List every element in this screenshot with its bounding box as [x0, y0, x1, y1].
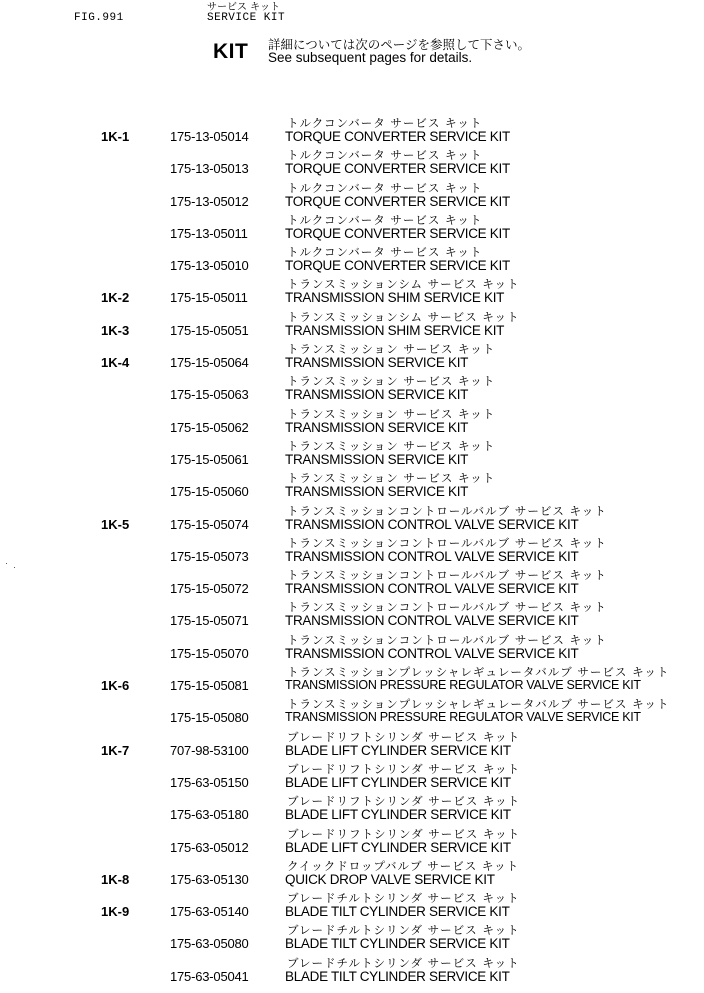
item-english-name: TRANSMISSION CONTROL VALVE SERVICE KIT [285, 613, 579, 629]
item-english-name: QUICK DROP VALVE SERVICE KIT [285, 871, 495, 887]
kit-list-item [0, 761, 704, 793]
item-japanese-name: トランスミッションプレッシャレギュレータバルブ サービス キット [287, 665, 670, 680]
item-japanese-name: トルクコンバータ サービス キット [287, 212, 483, 227]
item-part-number: 175-13-05012 [170, 193, 249, 209]
item-key: 1K-6 [101, 678, 130, 694]
item-english-name: TRANSMISSION PRESSURE REGULATOR VALVE SERVICE KIT [285, 678, 641, 693]
item-japanese-name: トランスミッションコントロールバルブ サービス キット [287, 568, 607, 583]
scan-speck [14, 567, 15, 568]
item-english-name: TRANSMISSION SERVICE KIT [285, 419, 469, 435]
item-english-name: BLADE LIFT CYLINDER SERVICE KIT [285, 839, 511, 855]
item-japanese-name: トランスミッションシム サービス キット [287, 277, 520, 292]
item-part-number: 175-15-05011 [170, 290, 248, 306]
item-japanese-name: トルクコンバータ サービス キット [287, 180, 483, 195]
item-english-name: TRANSMISSION CONTROL VALVE SERVICE KIT [285, 645, 579, 661]
item-english-name: BLADE LIFT CYLINDER SERVICE KIT [285, 774, 511, 790]
figure-label: FIG.991 [74, 12, 124, 24]
item-key: 1K-7 [101, 742, 130, 758]
kit-list-item [0, 826, 704, 858]
item-part-number: 175-15-05070 [170, 645, 249, 661]
item-part-number: 175-13-05011 [170, 225, 248, 241]
item-key: 1K-5 [101, 516, 130, 532]
item-part-number: 175-63-05180 [170, 807, 249, 823]
item-english-name: BLADE LIFT CYLINDER SERVICE KIT [285, 807, 511, 823]
item-japanese-name: トルクコンバータ サービス キット [287, 148, 483, 163]
item-japanese-name: トルクコンバータ サービス キット [287, 116, 483, 130]
item-english-name: TORQUE CONVERTER SERVICE KIT [285, 193, 510, 209]
item-part-number: 175-63-05080 [170, 936, 249, 952]
kit-list-item [0, 147, 704, 179]
item-part-number: 707-98-53100 [170, 742, 249, 758]
item-key: 1K-2 [101, 290, 130, 306]
kit-list-item [0, 180, 704, 212]
item-english-name: TRANSMISSION CONTROL VALVE SERVICE KIT [285, 548, 579, 564]
item-english-name: TRANSMISSION SERVICE KIT [285, 355, 469, 371]
item-part-number: 175-15-05074 [170, 516, 249, 532]
item-part-number: 175-63-05012 [170, 839, 249, 855]
item-japanese-name: トランスミッション サービス キット [287, 406, 496, 421]
item-japanese-name: トランスミッションコントロールバルブ サービス キット [287, 535, 607, 550]
item-key: 1K-1 [101, 129, 130, 144]
item-part-number: 175-13-05013 [170, 161, 249, 177]
item-key: 1K-4 [101, 355, 130, 371]
item-part-number: 175-15-05080 [170, 710, 249, 726]
item-japanese-name: ブレードチルトシリンダ サービス キット [287, 923, 520, 938]
item-japanese-name: ブレードリフトシリンダ サービス キット [287, 794, 521, 809]
kit-list-item [0, 955, 704, 987]
item-part-number: 175-63-05041 [170, 968, 249, 984]
kit-list-item [0, 341, 704, 373]
item-japanese-name: ブレードチルトシリンダ サービス キット [287, 955, 520, 970]
item-japanese-name: ブレードリフトシリンダ サービス キット [287, 826, 521, 841]
item-part-number: 175-15-05051 [170, 322, 249, 338]
kit-list-item [0, 115, 704, 147]
kit-list-item [0, 890, 704, 922]
item-part-number: 175-63-05130 [170, 871, 249, 887]
scan-speck [6, 563, 7, 564]
note-japanese: 詳細については次のページを参照して下さい。 [268, 37, 531, 52]
kit-list-item [0, 212, 704, 244]
item-part-number: 175-15-05061 [170, 451, 249, 467]
item-part-number: 175-15-05060 [170, 484, 249, 500]
kit-list-item [0, 503, 704, 535]
item-japanese-name: トルクコンバータ サービス キット [287, 245, 483, 260]
item-english-name: TRANSMISSION CONTROL VALVE SERVICE KIT [285, 516, 579, 532]
item-japanese-name: クイックドロップバルブ サービス キット [287, 858, 520, 873]
item-part-number: 175-13-05014 [170, 129, 249, 144]
item-english-name: TORQUE CONVERTER SERVICE KIT [285, 225, 510, 241]
kit-list-item [0, 438, 704, 470]
kit-list-item [0, 793, 704, 825]
kit-list-item [0, 696, 704, 728]
kit-list-item [0, 567, 704, 599]
kit-list-item [0, 276, 704, 308]
kit-list-item [0, 406, 704, 438]
kit-list-item [0, 858, 704, 890]
item-english-name: TORQUE CONVERTER SERVICE KIT [285, 161, 510, 177]
item-part-number: 175-15-05071 [170, 613, 249, 629]
japanese-title: サービス キット [207, 2, 280, 13]
kit-list-item [0, 535, 704, 567]
item-english-name: TRANSMISSION SHIM SERVICE KIT [285, 290, 505, 306]
item-japanese-name: ブレードリフトシリンダ サービス キット [287, 761, 521, 776]
item-part-number: 175-15-05063 [170, 387, 249, 403]
kit-heading: KIT [213, 40, 249, 63]
item-part-number: 175-63-05150 [170, 774, 249, 790]
item-english-name: TORQUE CONVERTER SERVICE KIT [285, 129, 510, 144]
item-part-number: 175-15-05062 [170, 419, 249, 435]
kit-list [0, 115, 704, 987]
item-english-name: BLADE TILT CYLINDER SERVICE KIT [285, 968, 510, 984]
item-english-name: BLADE TILT CYLINDER SERVICE KIT [285, 904, 510, 920]
kit-list-item [0, 244, 704, 276]
item-part-number: 175-15-05072 [170, 581, 249, 597]
kit-list-item [0, 664, 704, 696]
kit-list-item [0, 373, 704, 405]
note-english: See subsequent pages for details. [268, 50, 473, 65]
item-japanese-name: ブレードリフトシリンダ サービス キット [287, 729, 521, 744]
kit-list-item [0, 309, 704, 341]
item-japanese-name: トランスミッションシム サービス キット [287, 309, 520, 324]
item-english-name: TRANSMISSION SERVICE KIT [285, 387, 469, 403]
kit-list-item [0, 922, 704, 954]
item-part-number: 175-15-05073 [170, 548, 249, 564]
item-japanese-name: トランスミッション サービス キット [287, 374, 496, 389]
item-part-number: 175-15-05081 [170, 678, 249, 694]
item-japanese-name: トランスミッションプレッシャレギュレータバルブ サービス キット [287, 697, 670, 712]
item-key: 1K-8 [101, 871, 130, 887]
kit-list-item [0, 632, 704, 664]
item-english-name: BLADE LIFT CYLINDER SERVICE KIT [285, 742, 511, 758]
item-key: 1K-9 [101, 904, 130, 920]
page-title: SERVICE KIT [207, 12, 286, 24]
item-part-number: 175-15-05064 [170, 355, 249, 371]
kit-list-item [0, 599, 704, 631]
item-part-number: 175-63-05140 [170, 904, 249, 920]
item-japanese-name: トランスミッション サービス キット [287, 471, 496, 486]
item-japanese-name: トランスミッション サービス キット [287, 438, 496, 453]
item-japanese-name: トランスミッションコントロールバルブ サービス キット [287, 503, 607, 518]
item-japanese-name: ブレードチルトシリンダ サービス キット [287, 891, 520, 906]
item-english-name: TRANSMISSION PRESSURE REGULATOR VALVE SERVICE KIT [285, 710, 641, 725]
item-japanese-name: トランスミッションコントロールバルブ サービス キット [287, 600, 607, 615]
item-english-name: TRANSMISSION SERVICE KIT [285, 451, 469, 467]
item-english-name: BLADE TILT CYLINDER SERVICE KIT [285, 936, 510, 952]
item-english-name: TORQUE CONVERTER SERVICE KIT [285, 258, 510, 274]
item-japanese-name: トランスミッションコントロールバルブ サービス キット [287, 632, 607, 647]
item-part-number: 175-13-05010 [170, 258, 249, 274]
item-english-name: TRANSMISSION SERVICE KIT [285, 484, 469, 500]
kit-list-item [0, 729, 704, 761]
item-english-name: TRANSMISSION CONTROL VALVE SERVICE KIT [285, 581, 579, 597]
item-japanese-name: トランスミッション サービス キット [287, 342, 496, 357]
item-key: 1K-3 [101, 322, 130, 338]
item-english-name: TRANSMISSION SHIM SERVICE KIT [285, 322, 505, 338]
kit-list-item [0, 470, 704, 502]
